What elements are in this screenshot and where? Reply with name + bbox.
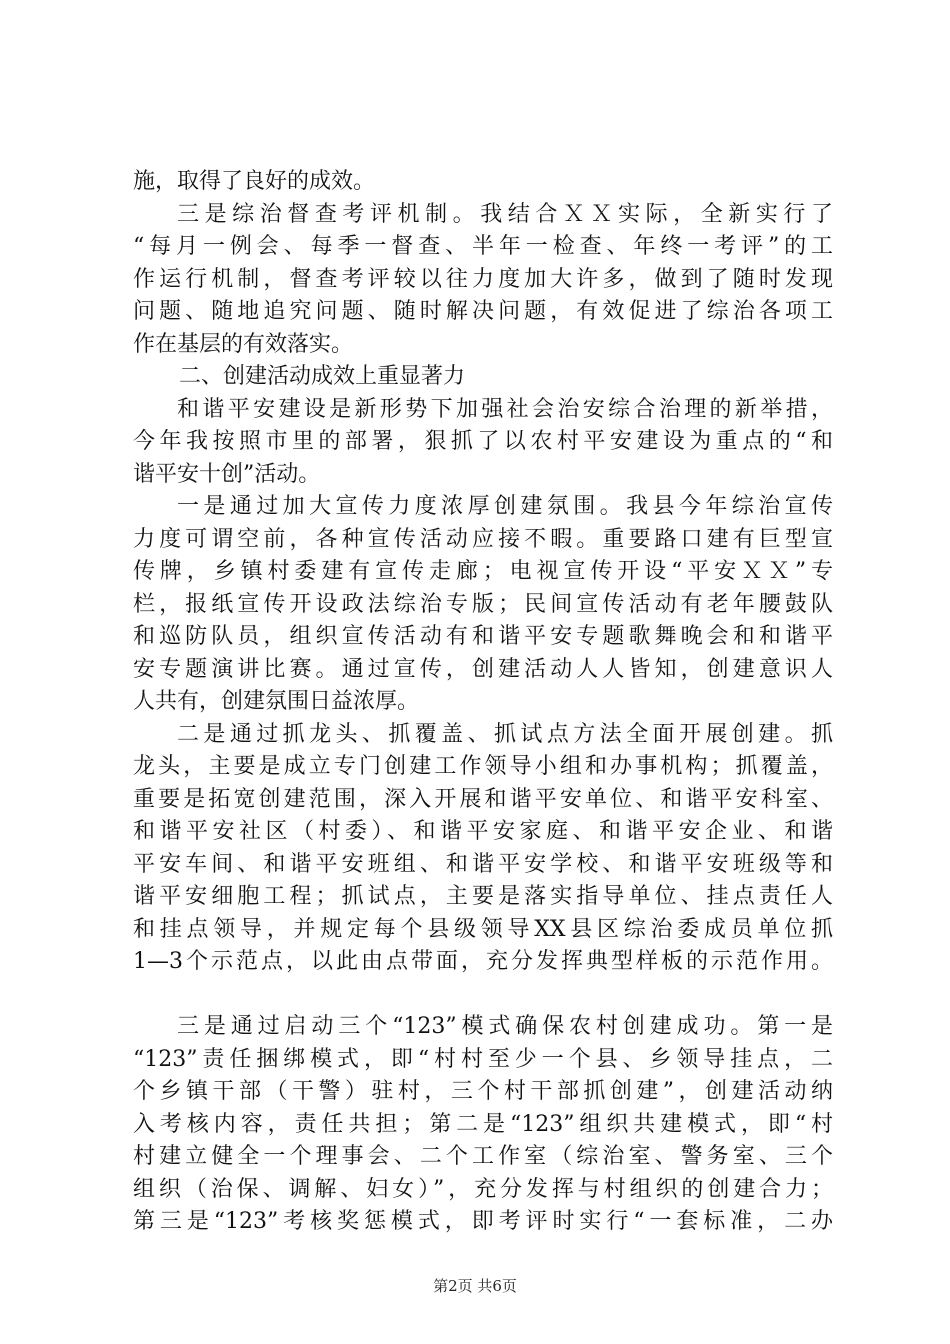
- paragraph-line: 组织（治保、调解、妇女）”，充分发挥与村组织的创建合力；: [133, 1176, 833, 1202]
- paragraph-line: 1—3个示范点，以此由点带面，充分发挥典型样板的示范作用。: [133, 949, 833, 974]
- paragraph-line: 平安车间、和谐平安班组、和谐平安学校、和谐平安班级等和: [133, 851, 833, 877]
- paragraph-line: 谐平安十创”活动。: [133, 461, 321, 487]
- paragraph-line: 和谐平安社区（村委）、和谐平安家庭、和谐平安企业、和谐: [133, 819, 833, 844]
- paragraph-line: 三是综治督查考评机制。我结合ＸＸ实际，全新实行了: [177, 201, 833, 227]
- paragraph-line: 和挂点领导，并规定每个县级领导XX县区综治委成员单位抓: [133, 916, 833, 942]
- paragraph-line: 一是通过加大宣传力度浓厚创建氛围。我县今年综治宣传: [177, 494, 833, 519]
- paragraph-line: 问题、随地追究问题、随时解决问题，有效促进了综治各项工: [133, 299, 833, 324]
- paragraph-line: 重要是拓宽创建范围，深入开展和谐平安单位、和谐平安科室、: [133, 786, 833, 812]
- paragraph-line: 作在基层的有效落实。: [133, 331, 354, 357]
- paragraph-line: 三是通过启动三个“123”模式确保农村创建成功。第一是: [177, 1014, 833, 1039]
- paragraph-line: 第三是“123”考核奖惩模式，即考评时实行“一套标准，二办: [133, 1209, 833, 1234]
- page-footer: 第2页 共6页: [433, 1277, 517, 1295]
- paragraph-line: 个乡镇干部（干警）驻村，三个村干部抓创建”，创建活动纳: [133, 1079, 833, 1104]
- paragraph-line: 和巡防队员，组织宣传活动有和谐平安专题歌舞晚会和和谐平: [133, 624, 833, 649]
- paragraph-line: 人共有，创建氛围日益浓厚。: [133, 689, 420, 714]
- section-heading: 二、创建活动成效上重显著力: [179, 364, 466, 389]
- paragraph-line: 传牌，乡镇村委建有宣传走廊；电视宣传开设“平安ＸＸ”专: [133, 559, 833, 584]
- paragraph-line: 安专题演讲比赛。通过宣传，创建活动人人皆知，创建意识人: [133, 656, 833, 682]
- paragraph-line: 入考核内容，责任共担；第二是“123”组织共建模式，即“村: [133, 1111, 833, 1137]
- paragraph-line: “123”责任捆绑模式，即“村村至少一个县、乡领导挂点，二: [133, 1046, 833, 1072]
- paragraph-gap: [133, 979, 833, 1012]
- paragraph-line: 谐平安细胞工程；抓试点，主要是落实指导单位、挂点责任人: [133, 884, 833, 909]
- paragraph-line: 作运行机制，督查考评较以往力度加大许多，做到了随时发现: [133, 266, 833, 292]
- paragraph-line: 和谐平安建设是新形势下加强社会治安综合治理的新举措，: [177, 396, 833, 422]
- paragraph-line: 今年我按照市里的部署，狠抓了以农村平安建设为重点的“和: [133, 429, 833, 454]
- paragraph-line: 二是通过抓龙头、抓覆盖、抓试点方法全面开展创建。抓: [177, 721, 833, 747]
- paragraph-line: 村建立健全一个理事会、二个工作室（综治室、警务室、三个: [133, 1144, 833, 1169]
- document-body: [133, 166, 833, 1239]
- paragraph-line: 栏，报纸宣传开设政法综治专版；民间宣传活动有老年腰鼓队: [133, 591, 833, 617]
- paragraph-line: 施，取得了良好的成效。: [133, 169, 376, 194]
- paragraph-line: 龙头，主要是成立专门创建工作领导小组和办事机构；抓覆盖，: [133, 754, 833, 779]
- paragraph-line: “每月一例会、每季一督查、半年一检查、年终一考评”的工: [133, 234, 833, 259]
- paragraph-line: 力度可谓空前，各种宣传活动应接不暇。重要路口建有巨型宣: [133, 526, 833, 552]
